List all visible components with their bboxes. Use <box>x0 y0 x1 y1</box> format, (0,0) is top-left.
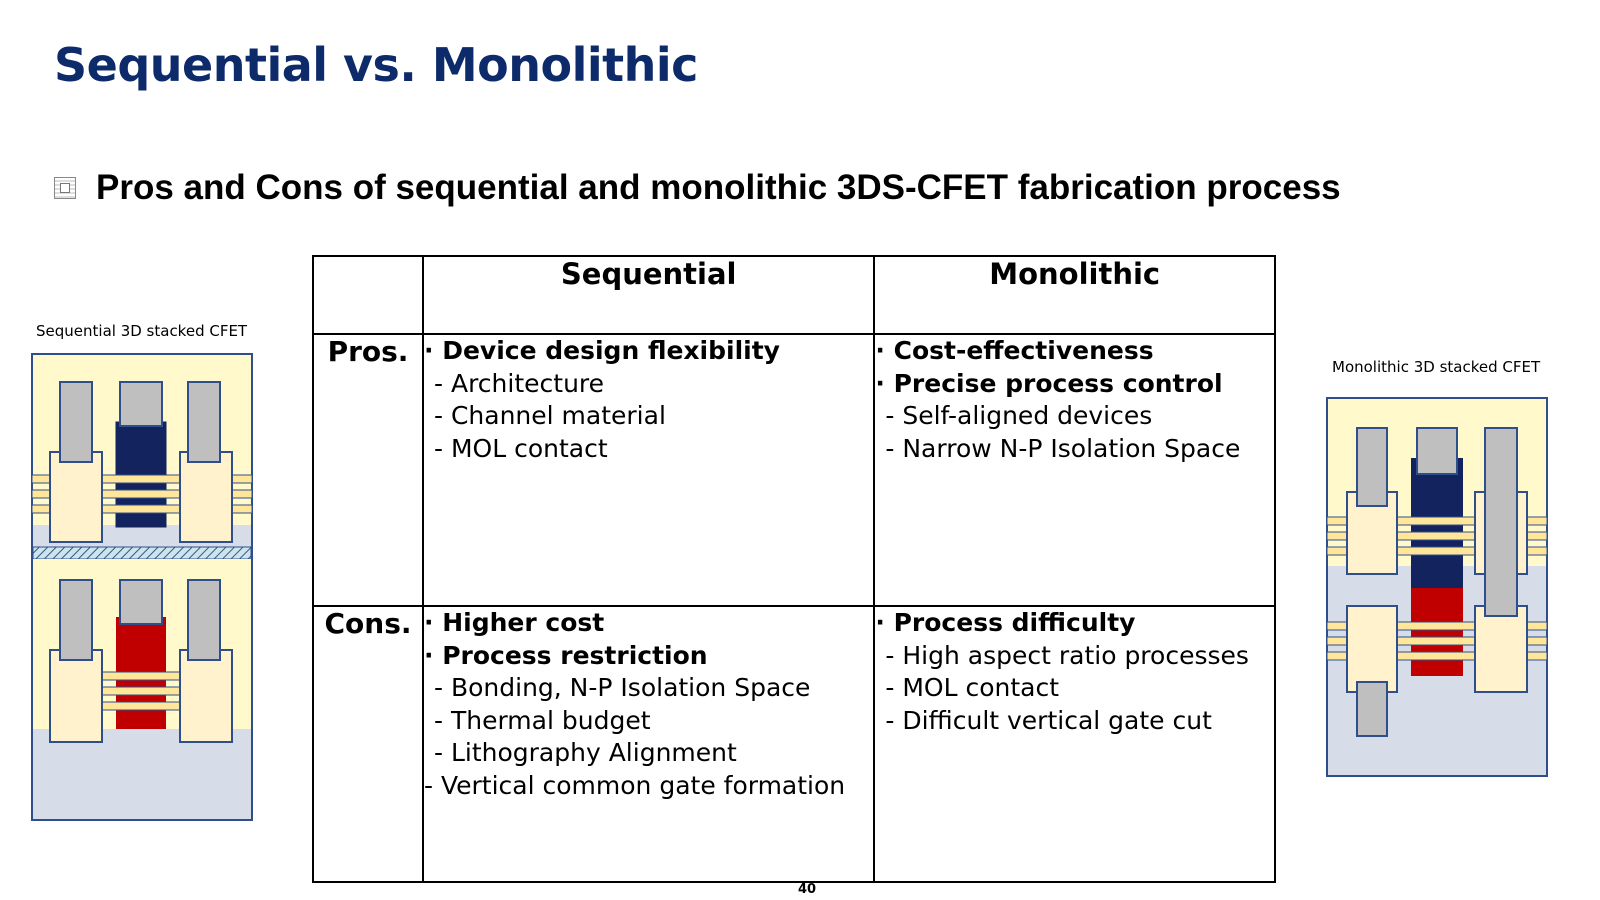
list-item: - Bonding, N-P Isolation Space <box>434 673 811 702</box>
list-item: - Thermal budget <box>434 705 651 735</box>
square-bullet-icon <box>54 177 76 199</box>
list-item: - MOL contact <box>885 673 1060 702</box>
table-row-cons <box>313 606 1275 882</box>
cell-pros-sequential <box>423 334 874 606</box>
list-item: - Self-aligned devices <box>885 401 1153 430</box>
left-figure-caption: Sequential 3D stacked CFET <box>36 322 248 340</box>
list-item: - High aspect ratio processes <box>885 640 1249 670</box>
cell-cons-sequential <box>423 606 874 882</box>
list-item: - Narrow N-P Isolation Space <box>885 433 1241 463</box>
row-label-pros: Pros. <box>313 334 423 606</box>
list-item: - MOL contact <box>434 433 608 463</box>
list-item: · Precise process control <box>875 368 1223 398</box>
comparison-table <box>312 255 1276 883</box>
cell-pros-monolithic <box>874 334 1275 606</box>
list-item: - Lithography Alignment <box>434 738 737 767</box>
subtitle-row <box>54 168 1341 208</box>
list-item: · Process restriction <box>424 640 708 670</box>
list-item: · Higher cost <box>424 608 605 637</box>
table-row-pros <box>313 334 1275 606</box>
table-header-sequential: Sequential <box>423 256 874 334</box>
list-item: - Channel material <box>434 401 666 430</box>
slide-title: Sequential vs. Monolithic <box>54 38 698 92</box>
sequential-cfet-diagram <box>30 352 256 824</box>
table-header-row <box>313 256 1275 334</box>
list-item: - Vertical common gate formation <box>424 770 846 800</box>
slide-subtitle: Pros and Cons of sequential and monolithic 3DS-CFET fabrication process <box>96 168 1341 207</box>
list-item: · Process difficulty <box>875 608 1136 637</box>
list-item: - Difficult vertical gate cut <box>885 705 1212 735</box>
list-item: - Architecture <box>434 368 605 398</box>
cell-cons-monolithic <box>874 606 1275 882</box>
page-number: 40 <box>798 882 817 897</box>
right-figure-caption: Monolithic 3D stacked CFET <box>1332 358 1541 376</box>
monolithic-cfet-diagram <box>1325 396 1551 780</box>
table-header-monolithic: Monolithic <box>874 256 1275 334</box>
row-label-cons: Cons. <box>313 606 423 882</box>
list-item: · Cost-effectiveness <box>875 336 1154 365</box>
table-header-empty <box>313 256 423 334</box>
list-item: · Device design flexibility <box>424 336 780 365</box>
